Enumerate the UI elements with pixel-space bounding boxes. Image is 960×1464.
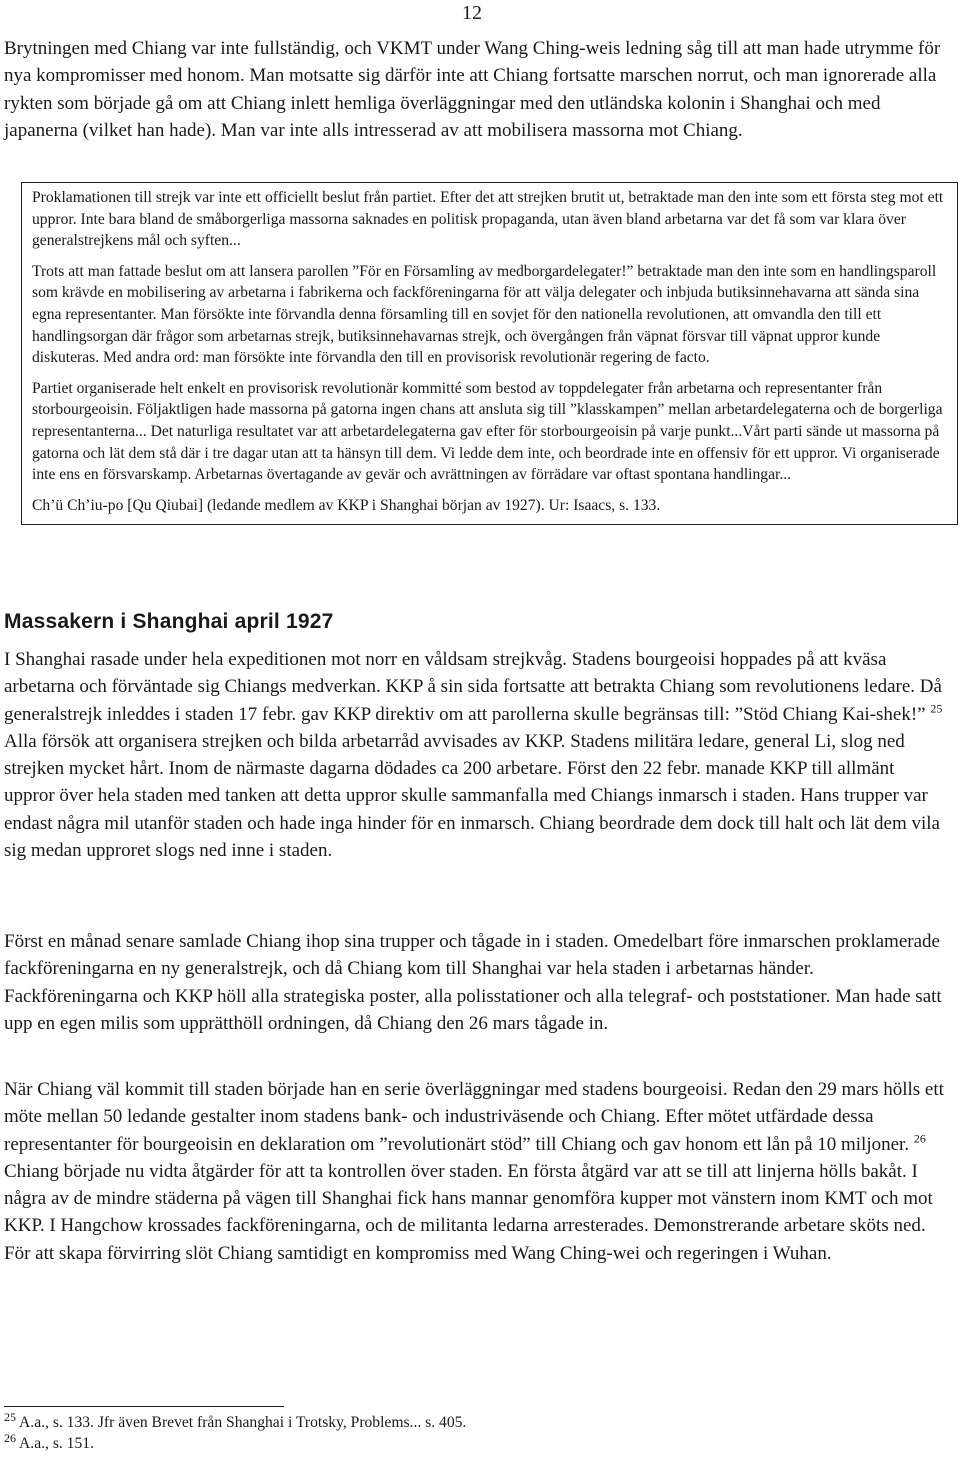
footnote-text: A.a., s. 133. Jfr även Brevet från Shanghai i Trotsky, Problems... s. 405.: [16, 1414, 467, 1431]
quote-paragraph: Partiet organiserade helt enkelt en provisorisk revolutionär kommitté som bestod av toppdelegater från arbetarna och representanter från storbourgeoisin. Följaktligen hade massorna på gatorna ingen chans att ansluta sig till ”klasskampen” mellan arbetardelegaterna och de borgerliga representanterna... Det naturliga resultatet var att arbetardelegaterna gav efter för storbourgeoisin på varje punkt...Vårt parti sände ut massorna på gatorna och lät dem stå där i tre dagar utan att ta hänsyn till dem. Vi ledde dem inte, och beordrade inte en offensiv för ett uppror. Vi organiserade inte ens en försvarskamp. Arbetarnas övertagande av gevär och avrättningen av förrädare var oftast spontana handlingar...: [32, 379, 943, 484]
quote-paragraph: Proklamationen till strejk var inte ett officiellt beslut från partiet. Efter det att strejken brutit ut, betraktade man den inte som ett första steg mot ett uppror. Inte bara bland de småborgerliga massorna saknades en politisk propaganda, utan även bland arbetarna var det få som var klara över generalstrejkens mål och syften...: [32, 189, 944, 250]
paragraph-text: När Chiang väl kommit till staden började han en serie överläggningar med stadens bourgeoisi. Redan den 29 mars hölls ett möte mellan 50 ledande gestalter inom stadens bank- och industriväsende och Chiang. Efter mötet utfärdade dessa representanter för bourgeoisin en deklaration om ”revolutionärt stöd” till Chiang och gav honom ett lån på 10 miljoner.: [4, 1079, 944, 1155]
quote-citation: Ch’ü Ch’iu-po [Qu Qiubai] (ledande medlem av KKP i Shanghai början av 1927). Ur: Isaacs, s. 133.: [32, 496, 661, 514]
paragraph-text: Alla försök att organisera strejken och bilda arbetarråd avvisades av KKP. Stadens militära ledare, general Li, slog ned strejken mycket hårt. Inom de närmaste dagarna dödades ca 200 arbetare. Först den 22 febr. manade KKP till allmänt uppror över hela staden med tanken att detta uppror skulle sammanfalla med Chiangs inmarsch i staden. Hans trupper var endast några mil utanför staden och hade inga hinder för en inmarsch. Chiang beordrade dem dock till halt och lät dem vila sig medan upproret slogs ned inne i staden.: [4, 730, 940, 862]
section-heading: Massakern i Shanghai april 1927: [4, 610, 334, 633]
paragraph-text: Chiang började nu vidta åtgärder för att ta kontrollen över staden. En första åtgärd var att se till att linjerna hölls bakåt. I några av de mindre städerna på vägen till Shanghai fick hans mannar genomföra kupper mot vänstern inom KMT och mot KKP. I Hangchow krossades fackföreningarna, och de militanta ledarna arresterades. Demonstrerande arbetare sköts ned. För att skapa förvirring slöt Chiang samtidigt en kompromiss med Wang Ching-wei och regeringen i Wuhan.: [4, 1160, 933, 1264]
intro-paragraph: Brytningen med Chiang var inte fullständig, och VKMT under Wang Ching-weis ledning såg till att man hade utrymme för nya kompromisser med honom. Man motsatte sig därför inte att Chiang fortsatte marschen norrut, och man ignorerade alla rykten som började gå om att Chiang inlett hemliga överläggningar med den utländska kolonin i Shanghai och med japanerna (vilket han hade). Man var inte alls intresserad av att mobilisera massorna mot Chiang.: [4, 38, 941, 141]
footnotes: [4, 1409, 467, 1454]
quote-box: [21, 182, 958, 525]
footnote-divider: [4, 1406, 284, 1407]
page-number: 12: [462, 2, 482, 24]
footnote-ref[interactable]: 26: [913, 1131, 926, 1146]
footnote-number: 25: [4, 1409, 16, 1424]
section-paragraph-3: [4, 1076, 948, 1267]
footnote-number: 26: [4, 1430, 16, 1445]
quote-paragraph: Trots att man fattade beslut om att lansera parollen ”För en Församling av medborgardelegater!” betraktade man den inte som en handlingsparoll som krävde en mobilisering av arbetarna i fabrikerna och fackföreningarna för att välja delegater och inbjuda butiksinnehavarna att sända sina egna representanter. Man försökte inte förvandla denna församling till en sovjet för den nationella revolutionen, att omvandla den till ett handlingsorgan där frågor som arbetarnas strejk, butiksinnehavarnas strejk, och övergången från väpnat försvar till väpnat uppror kunde diskuteras. Med andra ord: man försökte inte förvandla den till en provisorisk revolutionär regering de facto.: [32, 262, 937, 367]
footnote: [4, 1409, 467, 1433]
section-paragraph-2: Först en månad senare samlade Chiang ihop sina trupper och tågade in i staden. Omedelbart före inmarschen proklamerade fackföreningarna en ny generalstrejk, och då Chiang kom till Shanghai var hela staden i arbetarnas händer. Fackföreningarna och KKP höll alla strategiska poster, alla polisstationer och alla telegraf- och poststationer. Man hade satt upp en egen milis som upprätthöll ordningen, då Chiang den 26 mars tågade in.: [4, 931, 942, 1034]
paragraph-text: I Shanghai rasade under hela expeditionen mot norr en våldsam strejkvåg. Stadens bourgeoisi hoppades på att kväsa arbetarna och förväntade sig Chiangs medverkan. KKP å sin sida fortsatte att betrakta Chiang som revolutionens ledare. Då generalstrejk inleddes i staden 17 febr. gav KKP direktiv om att parollerna skulle begränsas till: ”Stöd Chiang Kai-shek!”: [4, 649, 942, 725]
footnote-ref[interactable]: 25: [930, 701, 943, 716]
footnote-text: A.a., s. 151.: [16, 1435, 94, 1452]
section-paragraph-1: [4, 646, 948, 864]
footnote: [4, 1430, 466, 1454]
